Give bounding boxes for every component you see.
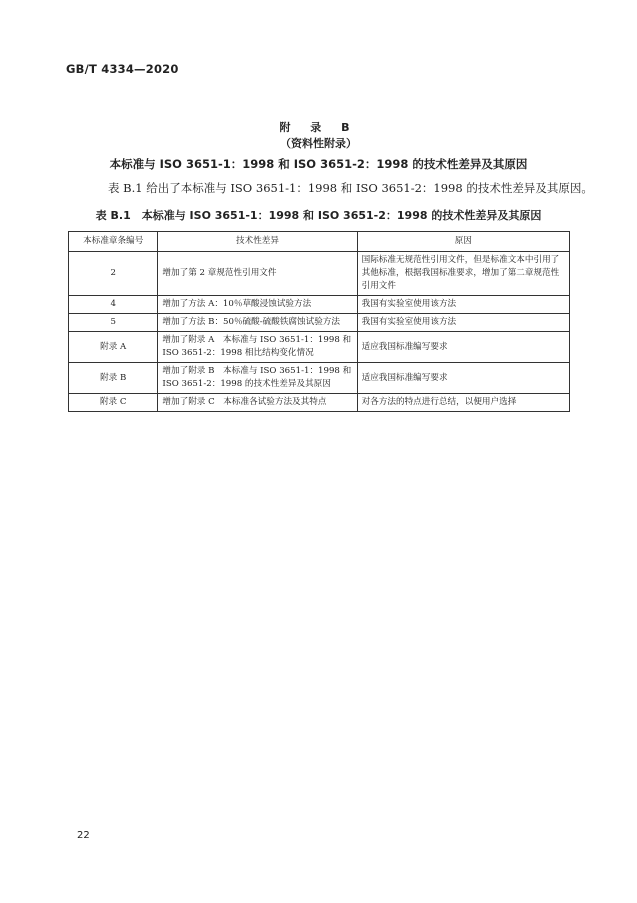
document-code: GB/T 4334—2020 xyxy=(66,62,179,76)
cell-clause: 附录 B xyxy=(69,363,158,394)
cell-reason: 国际标准无规范性引用文件，但是标准文本中引用了其他标准，根据我国标准要求，增加了第二章规范性引用文件 xyxy=(357,252,569,296)
column-header-reason: 原因 xyxy=(357,232,569,252)
table-row xyxy=(69,394,570,412)
annex-label: 附 录 B xyxy=(279,121,358,134)
cell-difference: 增加了附录 B 本标准与 ISO 3651-1：1998 和 ISO 3651-2：1998 的技术性差异及其原因 xyxy=(158,363,357,394)
annex-title: 本标准与 ISO 3651-1：1998 和 ISO 3651-2：1998 的技术性差异及其原因 xyxy=(109,157,528,171)
column-header-difference: 技术性差异 xyxy=(158,232,357,252)
differences-table xyxy=(68,231,570,412)
table-row xyxy=(69,296,570,314)
cell-difference: 增加了第 2 章规范性引用文件 xyxy=(158,252,357,296)
cell-clause: 2 xyxy=(69,252,158,296)
annex-heading xyxy=(0,120,637,174)
cell-reason: 我国有实验室使用该方法 xyxy=(357,314,569,332)
page-number: 22 xyxy=(77,830,90,841)
annex-type: （资料性附录） xyxy=(280,137,357,150)
intro-paragraph: 表 B.1 给出了本标准与 ISO 3651-1：1998 和 ISO 3651-2：1998 的技术性差异及其原因。 xyxy=(108,181,593,195)
table-caption: 表 B.1 本标准与 ISO 3651-1：1998 和 ISO 3651-2：1998 的技术性差异及其原因 xyxy=(95,209,542,222)
cell-clause: 附录 C xyxy=(69,394,158,412)
cell-clause: 4 xyxy=(69,296,158,314)
table-row xyxy=(69,332,570,363)
cell-reason: 适应我国标准编写要求 xyxy=(357,332,569,363)
column-header-clause: 本标准章条编号 xyxy=(69,232,158,252)
cell-reason: 我国有实验室使用该方法 xyxy=(357,296,569,314)
cell-difference: 增加了附录 C 本标准各试验方法及其特点 xyxy=(158,394,357,412)
cell-difference: 增加了方法 A：10％草酸浸蚀试验方法 xyxy=(158,296,357,314)
cell-difference: 增加了附录 A 本标准与 ISO 3651-1：1998 和 ISO 3651-2：1998 相比结构变化情况 xyxy=(158,332,357,363)
table-row xyxy=(69,363,570,394)
cell-clause: 附录 A xyxy=(69,332,158,363)
cell-clause: 5 xyxy=(69,314,158,332)
cell-reason: 适应我国标准编写要求 xyxy=(357,363,569,394)
cell-reason: 对各方法的特点进行总结，以便用户选择 xyxy=(357,394,569,412)
table-header-row xyxy=(69,232,570,252)
table-row xyxy=(69,252,570,296)
cell-difference: 增加了方法 B：50％硫酸-硫酸铁腐蚀试验方法 xyxy=(158,314,357,332)
table-row xyxy=(69,314,570,332)
